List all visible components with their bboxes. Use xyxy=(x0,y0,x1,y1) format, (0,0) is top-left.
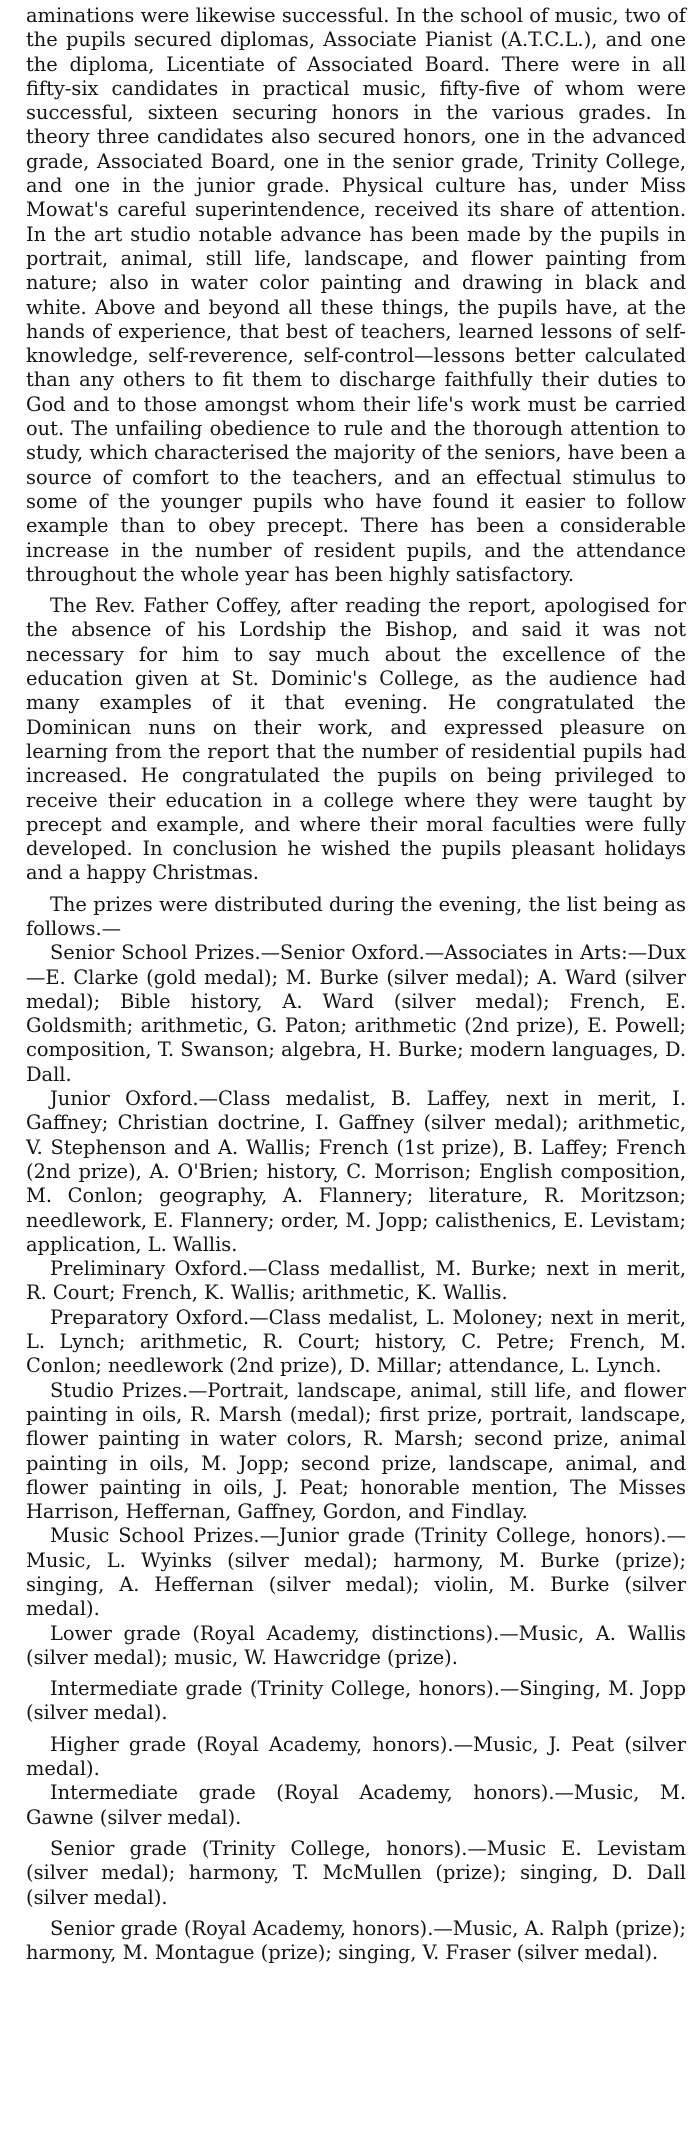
studio-prizes: Studio Prizes.—Portrait, landscape, animal, still life, and flower painting in oils, R. Marsh (medal); first prize, portrait, landscape, flower painting in water colors, R. Marsh; second prize, animal painting in oils, M. Jopp; second prize, landscape, animal, and flower painting in oils, J. Peat; honorable mention, The Misses Harrison, Heffernan, Gaffney, Gordon, and Findlay. xyxy=(26,1378,686,1524)
senior-royal-prizes: Senior grade (Royal Academy, honors).—Music, A. Ralph (prize); harmony, M. Montague (prize); singing, V. Fraser (silver medal). xyxy=(26,1916,686,1965)
senior-school-prizes: Senior School Prizes.—Senior Oxford.—Associates in Arts:—Dux—E. Clarke (gold medal); M. Burke (silver medal); A. Ward (silver medal); Bible history, A. Ward (silver medal); French, E. Goldsmith; arithmetic, G. Paton; arithmetic (2nd prize), E. Powell; composition, T. Swanson; algebra, H. Burke; modern languages, D. Dall. xyxy=(26,941,686,1086)
article-column xyxy=(26,4,686,1965)
senior-trinity-prizes: Senior grade (Trinity College, honors).—Music E. Levistam (silver medal); harmony, T. McMullen (prize); singing, D. Dall (silver medal). xyxy=(26,1836,686,1909)
father-coffey-paragraph: The Rev. Father Coffey, after reading the report, apologised for the absence of his Lordship the Bishop, and said it was not necessary for him to say much about the excellence of the education given at St. Dominic's College, as the audience had many examples of it that evening. He congratulated the Dominican nuns on their work, and expressed pleasure on learning from the report that the number of residential pupils had increased. He congratulated the pupils on being privileged to receive their education in a college where they were taught by precept and example, and where their moral faculties were fully developed. In conclusion he wished the pupils pleasant holidays and a happy Christmas. xyxy=(26,594,686,885)
lower-grade-prizes: Lower grade (Royal Academy, distinctions).—Music, A. Wallis (silver medal); music, W. Hawcridge (prize). xyxy=(26,1621,686,1669)
junior-oxford-prizes: Junior Oxford.—Class medalist, B. Laffey, next in merit, I. Gaffney; Christian doctrine, I. Gaffney (silver medal); arithmetic, V. Stephenson and A. Wallis; French (1st prize), B. Laffey; French (2nd prize), A. O'Brien; history, C. Morrison; English composition, M. Conlon; geography, A. Flannery; literature, R. Moritzson; needlework, E. Flannery; order, M. Jopp; calisthenics, E. Levistam; application, L. Wallis. xyxy=(26,1087,686,1256)
higher-grade-prizes: Higher grade (Royal Academy, honors).—Music, J. Peat (silver medal). xyxy=(26,1732,686,1781)
prizes-intro-paragraph: The prizes were distributed during the evening, the list being as follows.— xyxy=(26,892,686,940)
intermediate-trinity-prizes: Intermediate grade (Trinity College, honors).—Singing, M. Jopp (silver medal). xyxy=(26,1677,686,1725)
preparatory-oxford-prizes: Preparatory Oxford.—Class medalist, L. Moloney; next in merit, L. Lynch; arithmetic, R. Court; history, C. Petre; French, M. Conlon; needlework (2nd prize), D. Millar; attendance, L. Lynch. xyxy=(26,1305,686,1378)
music-school-prizes: Music School Prizes.—Junior grade (Trinity College, honors).—Music, L. Wyinks (silver medal); harmony, M. Burke (prize); singing, A. Heffernan (silver medal); violin, M. Burke (silver medal). xyxy=(26,1524,686,1621)
intermediate-royal-prizes: Intermediate grade (Royal Academy, honors).—Music, M. Gawne (silver medal). xyxy=(26,1781,686,1829)
preliminary-oxford-prizes: Preliminary Oxford.—Class medallist, M. Burke; next in merit, R. Court; French, K. Wallis; arithmetic, K. Wallis. xyxy=(26,1257,686,1305)
report-paragraph: aminations were likewise successful. In the school of music, two of the pupils secured diplomas, Associate Pianist (A.T.C.L.), and one the diploma, Licentiate of Associated Board. There were in all fifty-six candidates in practical music, fifty-five of whom were successful, sixteen securing honors in the various grades. In theory three candidates also secured honors, one in the advanced grade, Associated Board, one in the senior grade, Trinity College, and one in the junior grade. Physical culture has, under Miss Mowat's careful superintendence, received its share of attention. In the art studio notable advance has been made by the pupils in portrait, animal, still life, landscape, and flower painting from nature; also in water color painting and drawing in black and white. Above and beyond all these things, the pupils have, at the hands of experience, that best of teachers, learned lessons of self-knowledge, self-reverence, self-control—lessons better calculated than any others to fit them to discharge faithfully their duties to God and to those amongst whom their life's work must be carried out. The unfailing obedience to rule and the thorough attention to study, which characterised the majority of the seniors, have been a source of comfort to the teachers, and an effectual stimulus to some of the younger pupils who have found it easier to follow example than to obey precept. There has been a considerable increase in the number of resident pupils, and the attendance throughout the whole year has been highly satisfactory. xyxy=(26,4,686,586)
